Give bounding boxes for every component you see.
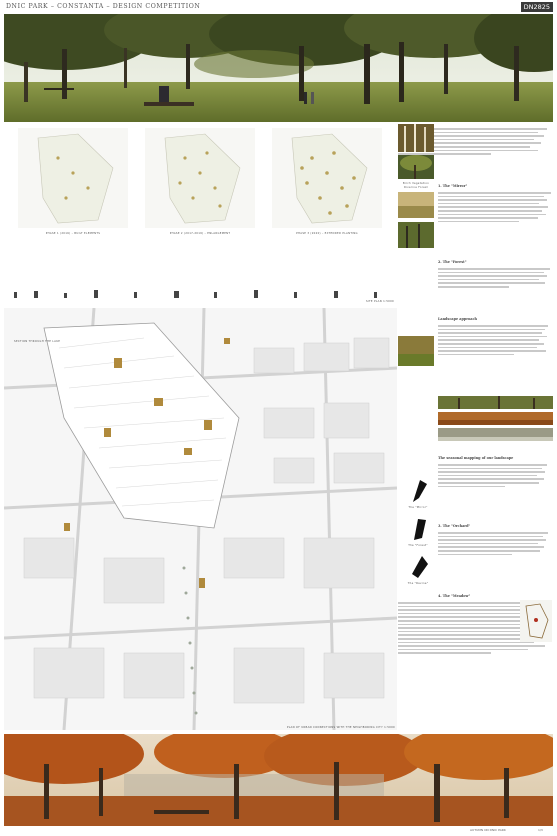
- autumn-park-illustration: [4, 734, 553, 826]
- phase-plan-1: [18, 128, 128, 228]
- footer-credit: AUTUMN ON DNIC PARK: [470, 828, 506, 832]
- phase-2-diagram: [145, 128, 255, 228]
- strip-photo-3: [438, 427, 553, 441]
- forest-form-icon: [410, 516, 430, 542]
- lists-heading: The seasonal mapping of our landscape: [438, 456, 514, 460]
- summer-park-illustration: [4, 14, 553, 122]
- form-mirror: [410, 478, 430, 504]
- phase-3-diagram: [272, 128, 382, 228]
- ravine-form-icon: [410, 554, 430, 580]
- masterplan: [4, 308, 397, 730]
- label-ravine: The "Ravine": [407, 582, 429, 585]
- strip-photo-autumn: [438, 412, 553, 425]
- masterplan-drawing: [4, 308, 397, 730]
- inset-photo-3: [398, 192, 434, 218]
- meadow-heading: 4. The "Meadow": [438, 594, 471, 598]
- masterplan-caption: PLAN OF URBAN CONNECTIONS WITH THE NEIGHBORING CITY 1:5000: [286, 726, 395, 729]
- mirror-text: [438, 190, 553, 254]
- phase-1-diagram: [18, 128, 128, 228]
- board-title: DNIC PARK – CONSTANTA – DESIGN COMPETITION: [6, 3, 201, 10]
- forest-text: [438, 266, 553, 314]
- lists-text: [438, 462, 553, 520]
- inset-photo-2: [398, 155, 434, 179]
- trees-photo: [398, 222, 434, 248]
- forest-photo: [398, 155, 434, 179]
- landscape-text: [438, 323, 553, 393]
- long-section-strip: [4, 286, 394, 298]
- inset-label-birch: Birch Vegetation: [402, 182, 430, 185]
- phase-plan-3: [272, 128, 382, 228]
- header: [0, 0, 557, 14]
- inset-label-river-forest: Riverine Forest: [404, 186, 428, 189]
- strip-photo-2: [438, 411, 553, 425]
- site-plan-caption: SITE PLAN 1:5000: [366, 300, 394, 303]
- mirror-heading: 1. The "Mirror": [438, 184, 468, 188]
- hero-render-summer: [4, 14, 553, 122]
- birch-photo: [398, 124, 434, 152]
- strip-photo-winter: [438, 428, 553, 441]
- form-ravine: [410, 554, 430, 580]
- phase-2-label: PHASE 2 (2017-2019) – ENLARGEMENT: [169, 232, 231, 235]
- phase-1-label: PHASE 1 (2016) – BUILT ELEMENTS: [45, 232, 101, 235]
- strip-photo-1: [438, 395, 553, 409]
- footer-page: 1/3: [538, 828, 543, 832]
- label-mirror: The "Mirror": [408, 506, 428, 509]
- phase-3-label: PHASE 3 (2020) – EXTENDED PLANTING: [296, 232, 358, 235]
- mirror-form-icon: [410, 478, 430, 504]
- orchard-heading: 3. The "Orchard": [438, 524, 471, 528]
- section-silhouette: [4, 289, 394, 298]
- hero-render-autumn: [4, 734, 553, 826]
- landscape-heading: Landscape approach: [438, 317, 478, 321]
- inset-photo-5: [398, 336, 434, 366]
- label-forest: The "Forest": [408, 544, 428, 547]
- orchard-text: [438, 530, 553, 590]
- strip-photo-forest: [438, 396, 553, 409]
- meadow-photo: [398, 192, 434, 218]
- forest-heading: 2. The "Forest": [438, 260, 467, 264]
- location-map-icon: [520, 600, 552, 642]
- phase-plan-2: [145, 128, 255, 228]
- form-forest: [410, 516, 430, 542]
- side-section-label: SECTION THROUGH THE LAKE: [14, 340, 61, 343]
- inset-photo-1: [398, 124, 434, 152]
- board-code-badge: DN2825: [521, 2, 553, 12]
- inset-photo-4: [398, 222, 434, 248]
- small-map-inset: [520, 600, 552, 642]
- landscape-photo: [398, 336, 434, 366]
